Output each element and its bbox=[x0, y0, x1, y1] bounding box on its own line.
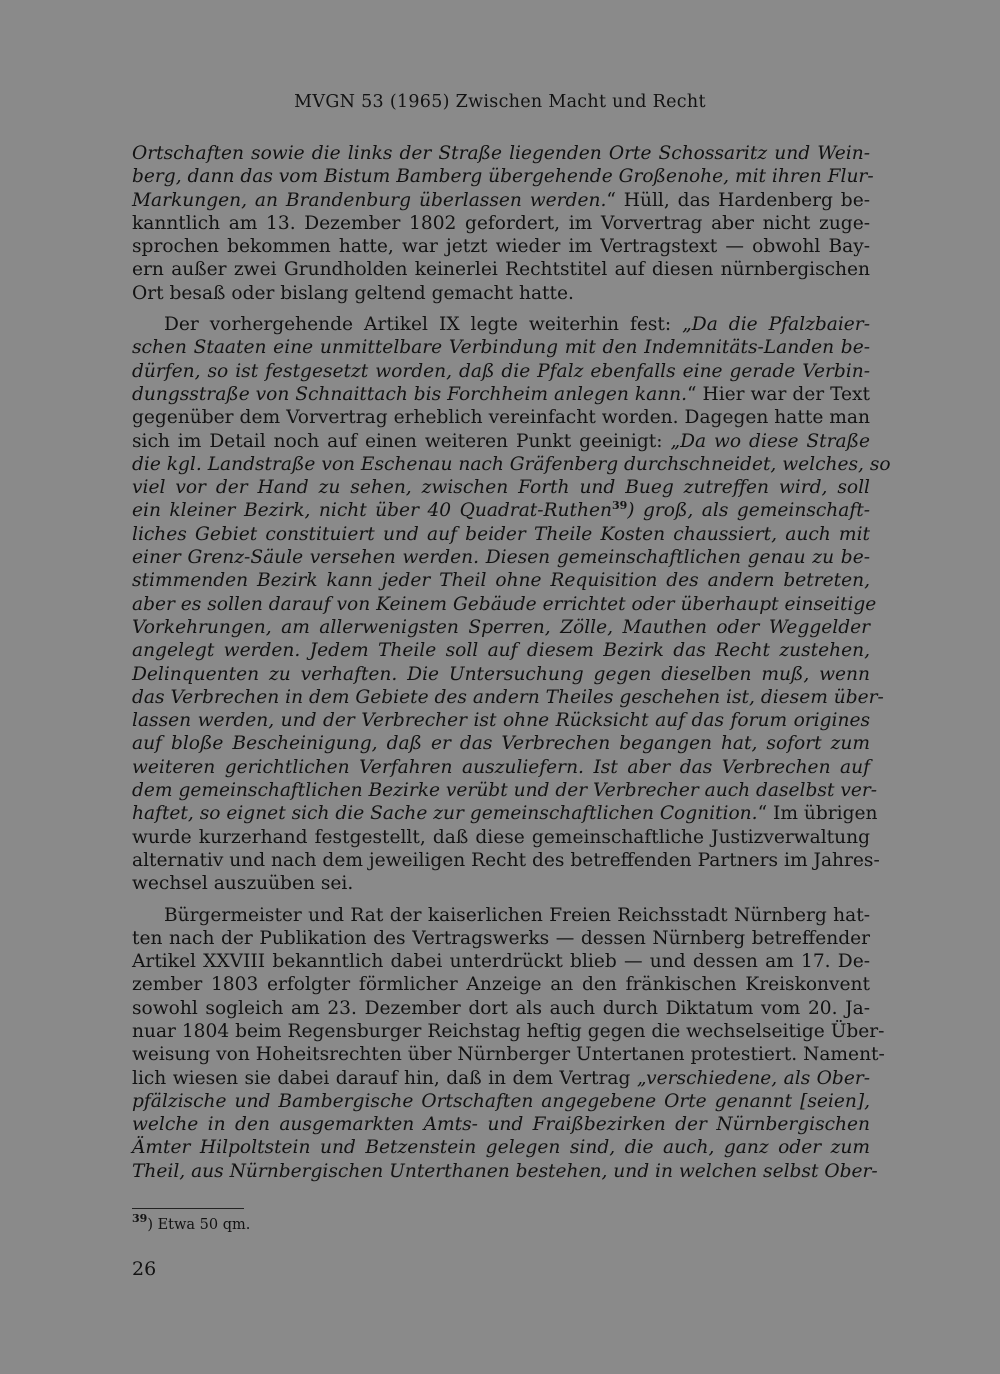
text-run: die kgl. Landstraße von Eschenau nach Gräfenberg durchschneidet, welches, so bbox=[132, 453, 891, 475]
text-run: Ort besaß oder bislang geltend gemacht hatte. bbox=[132, 282, 574, 304]
paragraph-gap bbox=[132, 896, 870, 904]
text-run: haftet, so eignet sich die Sache zur gemeinschaftlichen Cognition. bbox=[132, 803, 758, 825]
text-run: Delinquenten zu verhaften. Die Untersuchung gegen dieselben muß, wenn bbox=[132, 663, 870, 685]
text-line bbox=[132, 336, 870, 359]
text-run: ern außer zwei Grundholden keinerlei Rechtstitel auf diesen nürnbergischen bbox=[132, 259, 870, 281]
text-run: pfälzische und Bambergische Ortschaften angegebene Orte genannt [seien], bbox=[132, 1090, 870, 1112]
text-run: lich wiesen sie dabei darauf hin, daß in dem Vertrag bbox=[132, 1067, 637, 1089]
text-run: alternativ und nach dem jeweiligen Recht des betreffenden Partners im Jahres- bbox=[132, 849, 880, 871]
text-run: Markungen, an Brandenburg überlassen werden. bbox=[132, 189, 607, 211]
text-run: aber es sollen darauf von Keinem Gebäude errichtet oder überhaupt einseitige bbox=[132, 593, 877, 615]
text-line bbox=[132, 1090, 870, 1113]
text-run: das Verbrechen in dem Gebiete des andern Theiles geschehen ist, diesem über- bbox=[132, 686, 884, 708]
paragraph bbox=[132, 142, 874, 305]
text-run: Artikel XXVIII bekanntlich dabei unterdrückt blieb — und dessen am 17. De- bbox=[132, 951, 870, 973]
paragraph bbox=[132, 904, 885, 1184]
text-run: Ämter Hilpoltstein und Betzenstein gelegen sind, die auch, ganz oder zum bbox=[132, 1137, 870, 1159]
text-run: sich im Detail noch auf einen weiteren Punkt geeinigt: bbox=[132, 430, 671, 452]
text-line bbox=[132, 826, 870, 849]
text-run: einer Grenz-Säule versehen werden. Diesen gemeinschaftlichen genau zu be- bbox=[132, 547, 870, 569]
text-run: dem gemeinschaftlichen Bezirke verübt und der Verbrecher auch daselbst ver- bbox=[132, 780, 878, 802]
text-line bbox=[132, 950, 870, 973]
text-run: viel vor der Hand zu sehen, zwischen Forth und Bueg zutreffen wird, soll bbox=[132, 477, 870, 499]
text-line bbox=[132, 593, 877, 616]
footnote-rule bbox=[132, 1208, 244, 1209]
text-line bbox=[132, 1160, 878, 1183]
text-run: „Da wo diese Straße bbox=[670, 430, 870, 452]
text-line bbox=[132, 709, 870, 732]
text-line bbox=[132, 756, 870, 779]
text-run: wechsel auszuüben sei. bbox=[132, 873, 354, 895]
text-line bbox=[132, 142, 870, 165]
text-run: weisung von Hoheitsrechten über Nürnberger Untertanen protestiert. Nament- bbox=[132, 1044, 885, 1066]
text-line bbox=[132, 499, 870, 522]
footnote bbox=[132, 1212, 251, 1233]
text-run: ten nach der Publikation des Vertragswerks — dessen Nürnberg betreffender bbox=[132, 927, 870, 949]
text-line bbox=[132, 189, 870, 212]
text-run: weiteren gerichtlichen Verfahren auszuliefern. Ist aber das Verbrechen auf bbox=[132, 756, 870, 778]
text-line bbox=[132, 453, 891, 476]
text-line bbox=[132, 430, 870, 453]
text-run: welche in den ausgemarkten Amts- und Fraißbezirken der Nürnbergischen bbox=[132, 1114, 870, 1136]
text-run: “ Hüll, das Hardenberg be- bbox=[606, 189, 870, 211]
text-run: dürfen, so ist festgesetzt worden, daß die Pfalz ebenfalls eine gerade Verbin- bbox=[132, 360, 870, 382]
text-run: sowohl sogleich am 23. Dezember dort als auch durch Diktatum vom 20. Ja- bbox=[132, 997, 870, 1019]
text-run: nuar 1804 beim Regensburger Reichstag heftig gegen die wechselseitige Über- bbox=[132, 1020, 885, 1042]
body-text bbox=[132, 142, 891, 1183]
text-run: angelegt werden. Jedem Theile soll auf diesem Bezirk das Recht zustehen, bbox=[132, 640, 870, 662]
text-line bbox=[132, 779, 878, 802]
text-line bbox=[132, 1043, 885, 1066]
text-line bbox=[132, 1020, 885, 1043]
text-line bbox=[132, 973, 870, 996]
text-line bbox=[132, 476, 870, 499]
text-run: schen Staaten eine unmittelbare Verbindung mit den Indemnitäts-Landen be- bbox=[132, 337, 870, 359]
text-line bbox=[132, 523, 870, 546]
footnote-reference: 39 bbox=[611, 499, 628, 513]
page-number: 26 bbox=[132, 1258, 157, 1280]
text-run: kanntlich am 13. Dezember 1802 gefordert, im Vorvertrag aber nicht zuge- bbox=[132, 212, 870, 234]
text-run: ) groß, als gemeinschaft- bbox=[627, 500, 870, 522]
text-line bbox=[132, 997, 870, 1020]
footnote-marker: 39 bbox=[132, 1212, 148, 1225]
text-line bbox=[132, 639, 870, 662]
text-line bbox=[132, 546, 870, 569]
text-run: stimmenden Bezirk kann jeder Theil ohne Requisition des andern betreten, bbox=[132, 570, 870, 592]
text-line bbox=[132, 1136, 870, 1159]
text-run: liches Gebiet constituiert und auf beider Theile Kosten chaussiert, auch mit bbox=[132, 523, 870, 545]
text-line bbox=[132, 872, 870, 895]
text-line bbox=[132, 849, 880, 872]
text-line bbox=[132, 1067, 870, 1090]
footnote-text: ) Etwa 50 qm. bbox=[147, 1217, 251, 1233]
text-line bbox=[132, 904, 870, 927]
text-run: Der vorhergehende Artikel IX legte weiterhin fest: bbox=[164, 314, 683, 336]
text-line bbox=[132, 927, 870, 950]
text-line bbox=[132, 360, 870, 383]
text-run: wurde kurzerhand festgestellt, daß diese gemeinschaftliche Justizverwaltung bbox=[132, 826, 870, 848]
text-line bbox=[132, 258, 870, 281]
paragraph-gap bbox=[132, 305, 870, 313]
text-run: Theil, aus Nürnbergischen Unterthanen bestehen, und in welchen selbst Ober- bbox=[132, 1160, 878, 1182]
text-run: ein kleiner Bezirk, nicht über 40 Quadrat-Ruthen bbox=[132, 500, 612, 522]
text-run: „Da die Pfalzbaier- bbox=[682, 314, 870, 336]
text-run: auf bloße Bescheinigung, daß er das Verbrechen begangen hat, sofort zum bbox=[132, 733, 870, 755]
text-line bbox=[132, 732, 870, 755]
text-line bbox=[132, 802, 878, 825]
text-run: dungsstraße von Schnaittach bis Forchheim anlegen kann. bbox=[132, 383, 688, 405]
text-run: “ Im übrigen bbox=[757, 803, 878, 825]
text-line bbox=[132, 616, 870, 639]
text-line bbox=[132, 569, 870, 592]
text-run: Bürgermeister und Rat der kaiserlichen Freien Reichsstadt Nürnberg hat- bbox=[164, 904, 870, 926]
text-run: Ortschaften sowie die links der Straße liegenden Orte Schossaritz und Wein- bbox=[132, 143, 870, 164]
text-line bbox=[132, 383, 870, 406]
text-run: Vorkehrungen, am allerwenigsten Sperren, Zölle, Mauthen oder Weggelder bbox=[132, 616, 870, 638]
text-run: sprochen bekommen hatte, war jetzt wieder im Vertragstext — obwohl Bay- bbox=[132, 236, 870, 258]
text-line bbox=[132, 406, 870, 429]
text-line bbox=[132, 165, 874, 188]
running-head: MVGN 53 (1965) Zwischen Macht und Recht bbox=[294, 92, 706, 112]
text-run: “ Hier war der Text bbox=[687, 383, 871, 405]
text-run: „verschiedene, als Ober- bbox=[636, 1067, 870, 1089]
text-run: berg, dann das vom Bistum Bamberg übergehende Großenohe, mit ihren Flur- bbox=[132, 166, 874, 188]
text-run: gegenüber dem Vorvertrag erheblich vereinfacht worden. Dagegen hatte man bbox=[132, 407, 870, 429]
text-line bbox=[132, 212, 870, 235]
text-line bbox=[132, 1113, 870, 1136]
text-run: lassen werden, und der Verbrecher ist ohne Rücksicht auf das forum origines bbox=[132, 710, 870, 732]
text-run: zember 1803 erfolgter förmlicher Anzeige an den fränkischen Kreiskonvent bbox=[132, 974, 870, 996]
text-line bbox=[132, 282, 870, 305]
text-line bbox=[132, 686, 884, 709]
text-line bbox=[132, 235, 870, 258]
paragraph bbox=[132, 313, 891, 895]
text-line bbox=[132, 313, 870, 336]
text-line bbox=[132, 663, 870, 686]
